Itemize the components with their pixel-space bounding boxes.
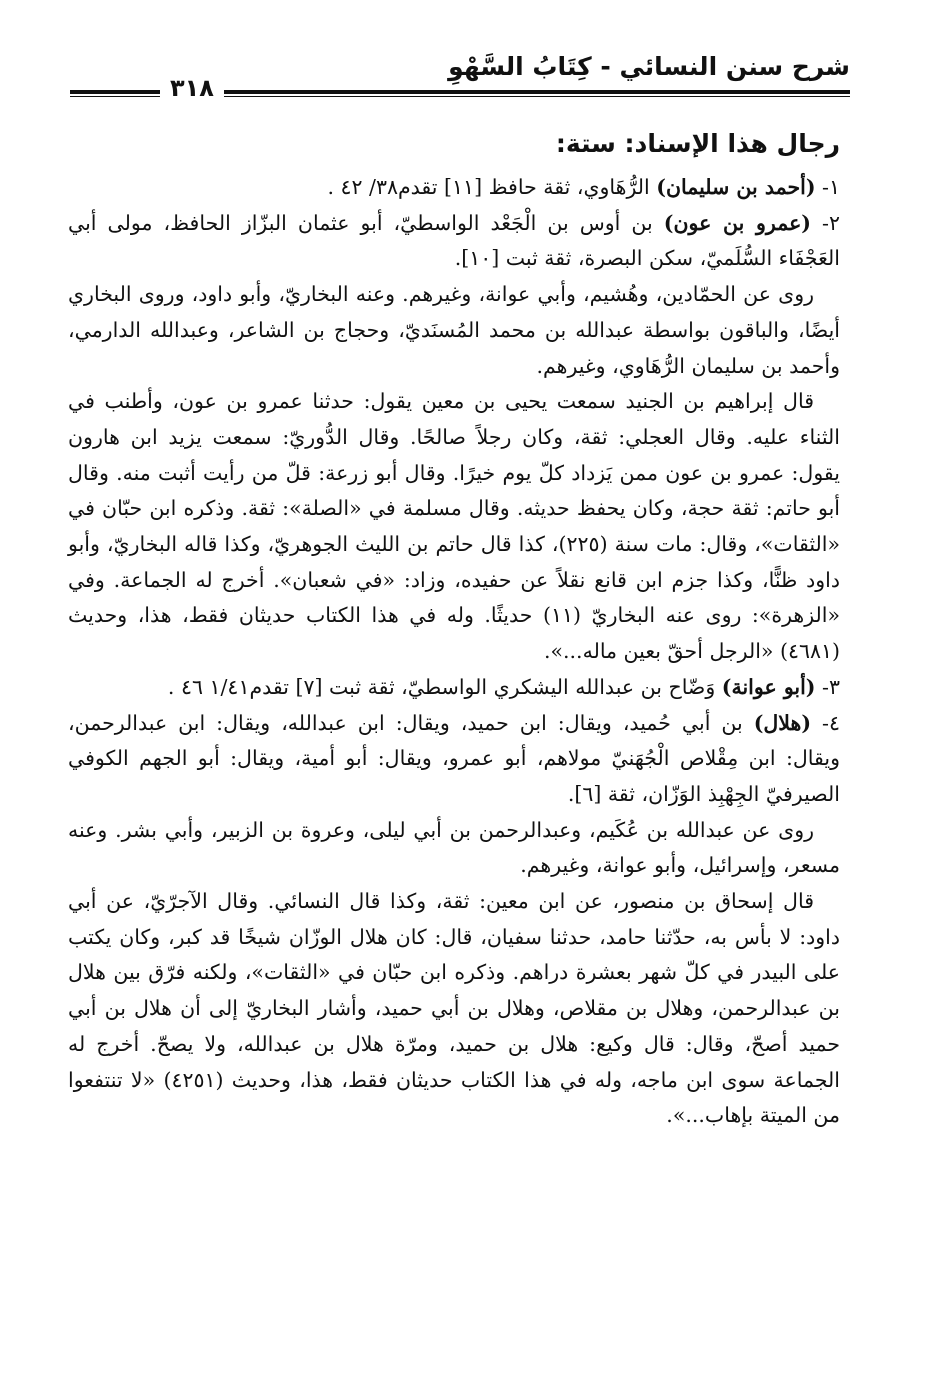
narrator-entry-1 — [68, 170, 840, 206]
narrator-name: (هلال) — [753, 710, 812, 735]
page-number: ٣١٨ — [160, 74, 224, 102]
paragraph-4-praise: قال إسحاق بن منصور، عن ابن معين: ثقة، وكذا قال النسائي. وقال الآجرّيّ، عن أبي داود: لا بأس به، حدّثنا حامد، حدثنا سفيان، قال: كان هلال الوزّان شيخًا قد كبر، وكان يكتب على البيدر في كلّ شهر بعشرة دراهم. وذكره ابن حبّان في «الثقات»، ولكنه فرّق بين هلال بن عبدالرحمن، وهلال بن مقلاص، وهلال بن أبي حميد، وأشار البخاريّ إلى أن هلال بن أبي حميد أصحّ، وقال: قال وكيع: هلال بن حميد، ومرّة هلال بن عبدالله، ولا يصحّ. أخرج له الجماعة سوى ابن ماجه، وله في هذا الكتاب حديثان فقط، هذا، وحديث (٤٢٥١) «لا تنتفعوا من الميتة بإهاب...». — [68, 889, 840, 1128]
entry-number: ٢- — [822, 210, 840, 235]
narrator-entry-2 — [68, 206, 840, 277]
entry-text: بن أوس بن الْجَعْد الواسطيّ، أبو عثمان البزّاز الحافظ، مولى أبي العَجْفَاء السُّلَميّ، سكن البصرة، ثقة ثبت [١٠]. — [68, 210, 840, 271]
page-header — [60, 52, 850, 112]
entry-text: بن أبي حُميد، ويقال: ابن حميد، ويقال: ابن عبدالله، ويقال: ابن عبدالرحمن، ويقال: ابن مِقْلاص الْجُهَنيّ مولاهم، أبو عمرو، ويقال: أبو أمية، ويقال: أبو الجهم الكوفي الصيرفيّ الجِهْبِذ الوَزّان، ثقة [٦]. — [68, 710, 840, 806]
paragraph-2-narrations: روى عن الحمّادين، وهُشيم، وأبي عوانة، وغيرهم. وعنه البخاريّ، وأبو داود، وروى البخاري أيضًا، والباقون بواسطة عبدالله بن محمد المُسنَديّ، وحجاج بن الشاعر، وعبدالله الدارمي، وأحمد بن سليمان الرُّهَاوي، وغيرهم. — [68, 282, 840, 378]
narrator-entry-4 — [68, 706, 840, 813]
paragraph-2-praise: قال إبراهيم بن الجنيد سمعت يحيى بن معين يقول: حدثنا عمرو بن عون، وأطنب في الثناء عليه. وقال العجلي: ثقة، وكان رجلاً صالحًا. وقال الدُّوريّ: سمعت يزيد ابن هارون يقول: عمرو بن عون ممن يَزداد كلّ يوم خيرًا. وقال أبو زرعة: قلّ من رأيت أثبت منه. وقال أبو حاتم: ثقة حجة، وكان يحفظ حديثه. وقال مسلمة في «الصلة»: ثقة. وذكره ابن حبّان في «الثقات»، وقال: مات سنة (٢٢٥)، كذا قال حاتم بن الليث الجوهريّ، وكذا قاله البخاريّ، وأبو داود ظنًّا، وكذا جزم ابن قانع نقلاً عن حفيده، وزاد: «في شعبان». أخرج له الجماعة. وفي «الزهرة»: روى عنه البخاريّ (١١) حديثًا. وله في هذا الكتاب حديثان فقط، هذا، وحديث (٤٦٨١) «الرجل أحقّ بعين ماله...». — [68, 389, 840, 664]
paragraph-4-narrations: روى عن عبدالله بن عُكَيم، وعبدالرحمن بن أبي ليلى، وعروة بن الزبير، وأبي بشر. وعنه مسعر، وإسرائيل، وأبو عوانة، وغيرهم. — [68, 817, 840, 878]
entry-number: ٤- — [822, 710, 840, 735]
narrator-entry-3 — [68, 670, 840, 706]
narrator-name: (أبو عوانة) — [721, 674, 816, 699]
narrator-name: (أحمد بن سليمان) — [656, 175, 816, 199]
entry-text: الرُّهَاوي، ثقة حافظ [١١] تقدم٣٨/ ٤٢ . — [327, 175, 657, 199]
entry-number: ٣- — [822, 674, 840, 699]
entry-number: ١- — [822, 175, 840, 199]
narrator-name: (عمرو بن عون) — [663, 210, 811, 235]
section-heading: رجال هذا الإسناد: ستة: — [555, 129, 840, 158]
running-title: شرح سنن النسائي - كِتَابُ السَّهْوِ — [448, 52, 850, 81]
page-body — [68, 122, 840, 1134]
entry-text: وَضّاح بن عبدالله اليشكري الواسطيّ، ثقة ثبت [٧] تقدم١/٤١ ٤٦ . — [167, 674, 722, 699]
